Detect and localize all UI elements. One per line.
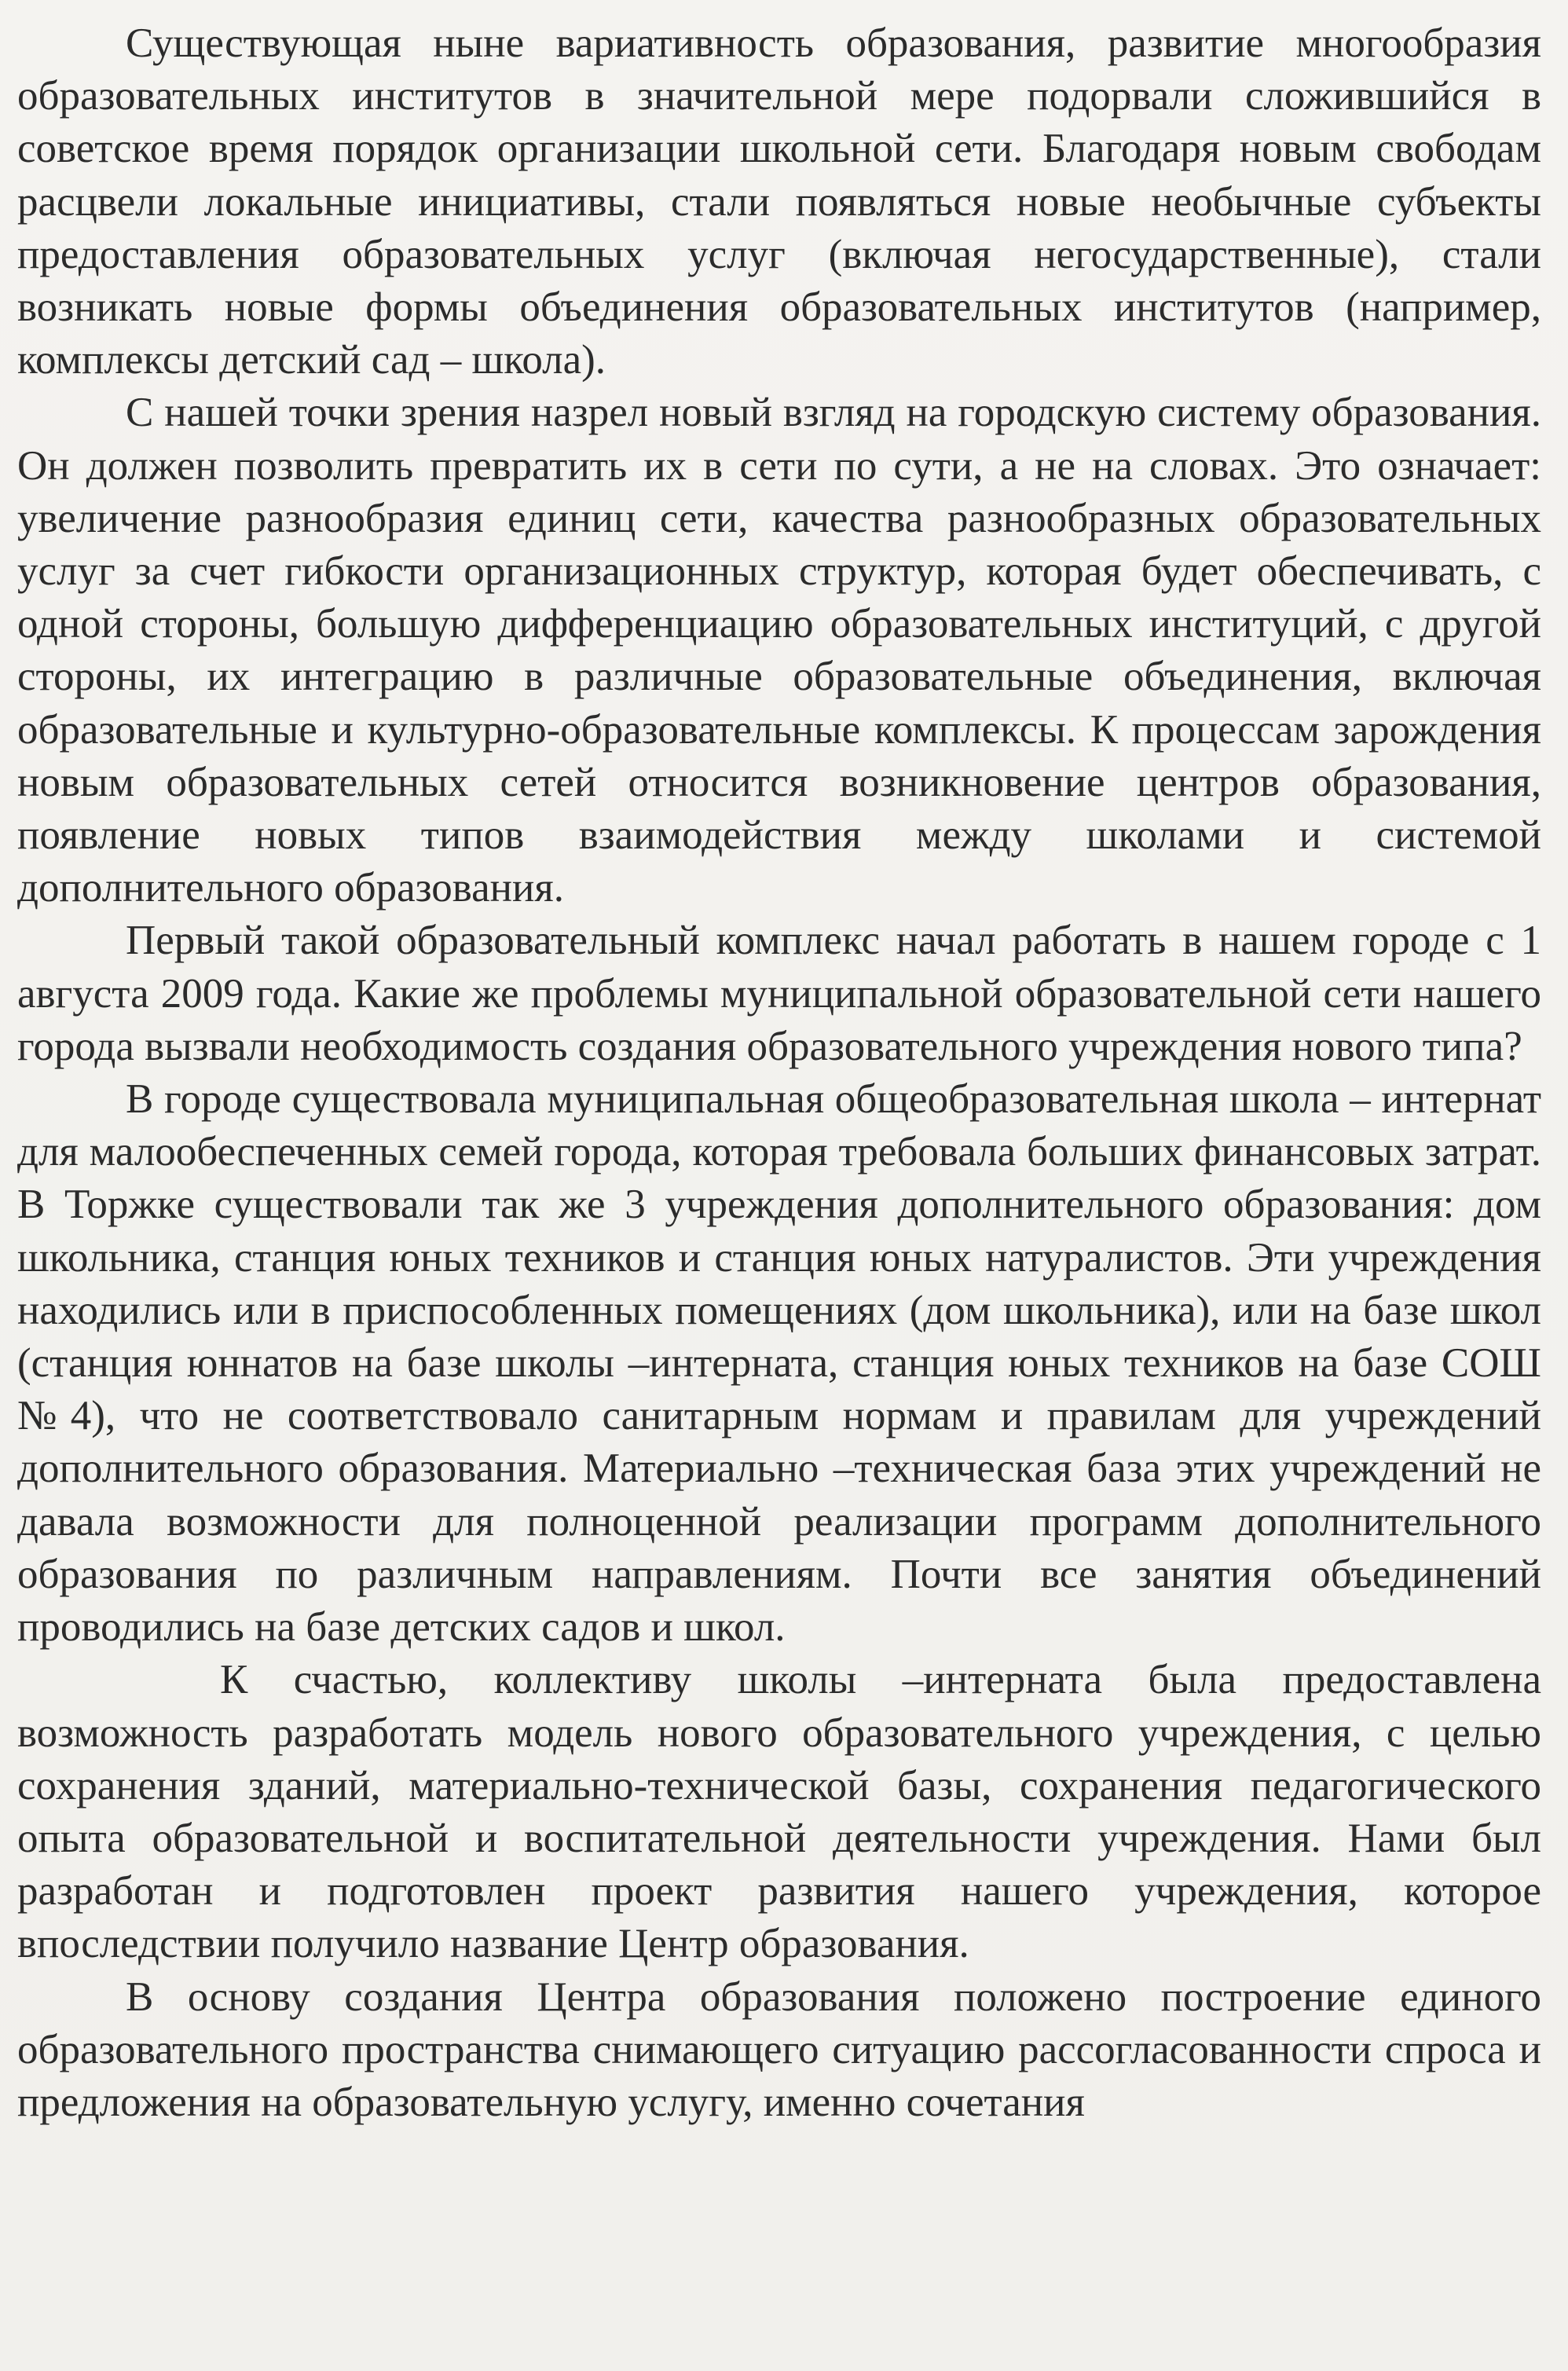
document-body xyxy=(17,17,1541,2129)
paragraph-1: Существующая ныне вариативность образования, развитие многообразия образовательных институтов в значительной мере подорвали сложившийся в советское время порядок организации школьной сети. Благодаря новым свободам расцвели локальные инициативы, стали появляться новые необычные субъекты предоставления образовательных услуг (включая негосударственные), стали возникать новые формы объединения образовательных институтов (например, комплексы детский сад – школа). xyxy=(17,20,1541,383)
paragraph-3: Первый такой образовательный комплекс начал работать в нашем городе с 1 августа 2009 года. Какие же проблемы муниципальной образовательной сети нашего города вызвали необходимость создания образовательного учреждения нового типа? xyxy=(17,918,1541,1069)
paragraph-5: К счастью, коллективу школы –интерната была предоставлена возможность разработать модель нового образовательного учреждения, с целью сохранения зданий, материально-технической базы, сохранения педагогического опыта образовательной и воспитательной деятельности учреждения. Нами был разработан и подготовлен проект развития нашего учреждения, которое впоследствии получило название Центр образования. xyxy=(17,1657,1541,1967)
paragraph-2: С нашей точки зрения назрел новый взгляд на городскую систему образования. Он должен позволить превратить их в сети по сути, а не на словах. Это означает: увеличение разнообразия единиц сети, качества разнообразных образовательных услуг за счет гибкости организационных структур, которая будет обеспечивать, с одной стороны, большую дифференциацию образовательных институций, с другой стороны, их интеграцию в различные образовательные объединения, включая образовательные и культурно-образовательные комплексы. К процессам зарождения новым образовательных сетей относится возникновение центров образования, появление новых типов взаимодействия между школами и системой дополнительного образования. xyxy=(17,390,1541,911)
paragraph-4: В городе существовала муниципальная общеобразовательная школа – интернат для малообеспеченных семей города, которая требовала больших финансовых затрат. В Торжке существовали так же 3 учреждения дополнительного образования: дом школьника, станция юных техников и станция юных натуралистов. Эти учреждения находились или в приспособленных помещениях (дом школьника), или на базе школ (станция юннатов на базе школы –интерната, станция юных техников на базе СОШ №4), что не соответствовало санитарным нормам и правилам для учреждений дополнительного образования. Материально –техническая база этих учреждений не давала возможности для полноценной реализации программ дополнительного образования по различным направлениям. Почти все занятия объединений проводились на базе детских садов и школ. xyxy=(17,1076,1541,1651)
paragraph-6: В основу создания Центра образования положено построение единого образовательного пространства снимающего ситуацию рассогласованности спроса и предложения на образовательную услугу, именно сочетания xyxy=(17,1973,1541,2125)
